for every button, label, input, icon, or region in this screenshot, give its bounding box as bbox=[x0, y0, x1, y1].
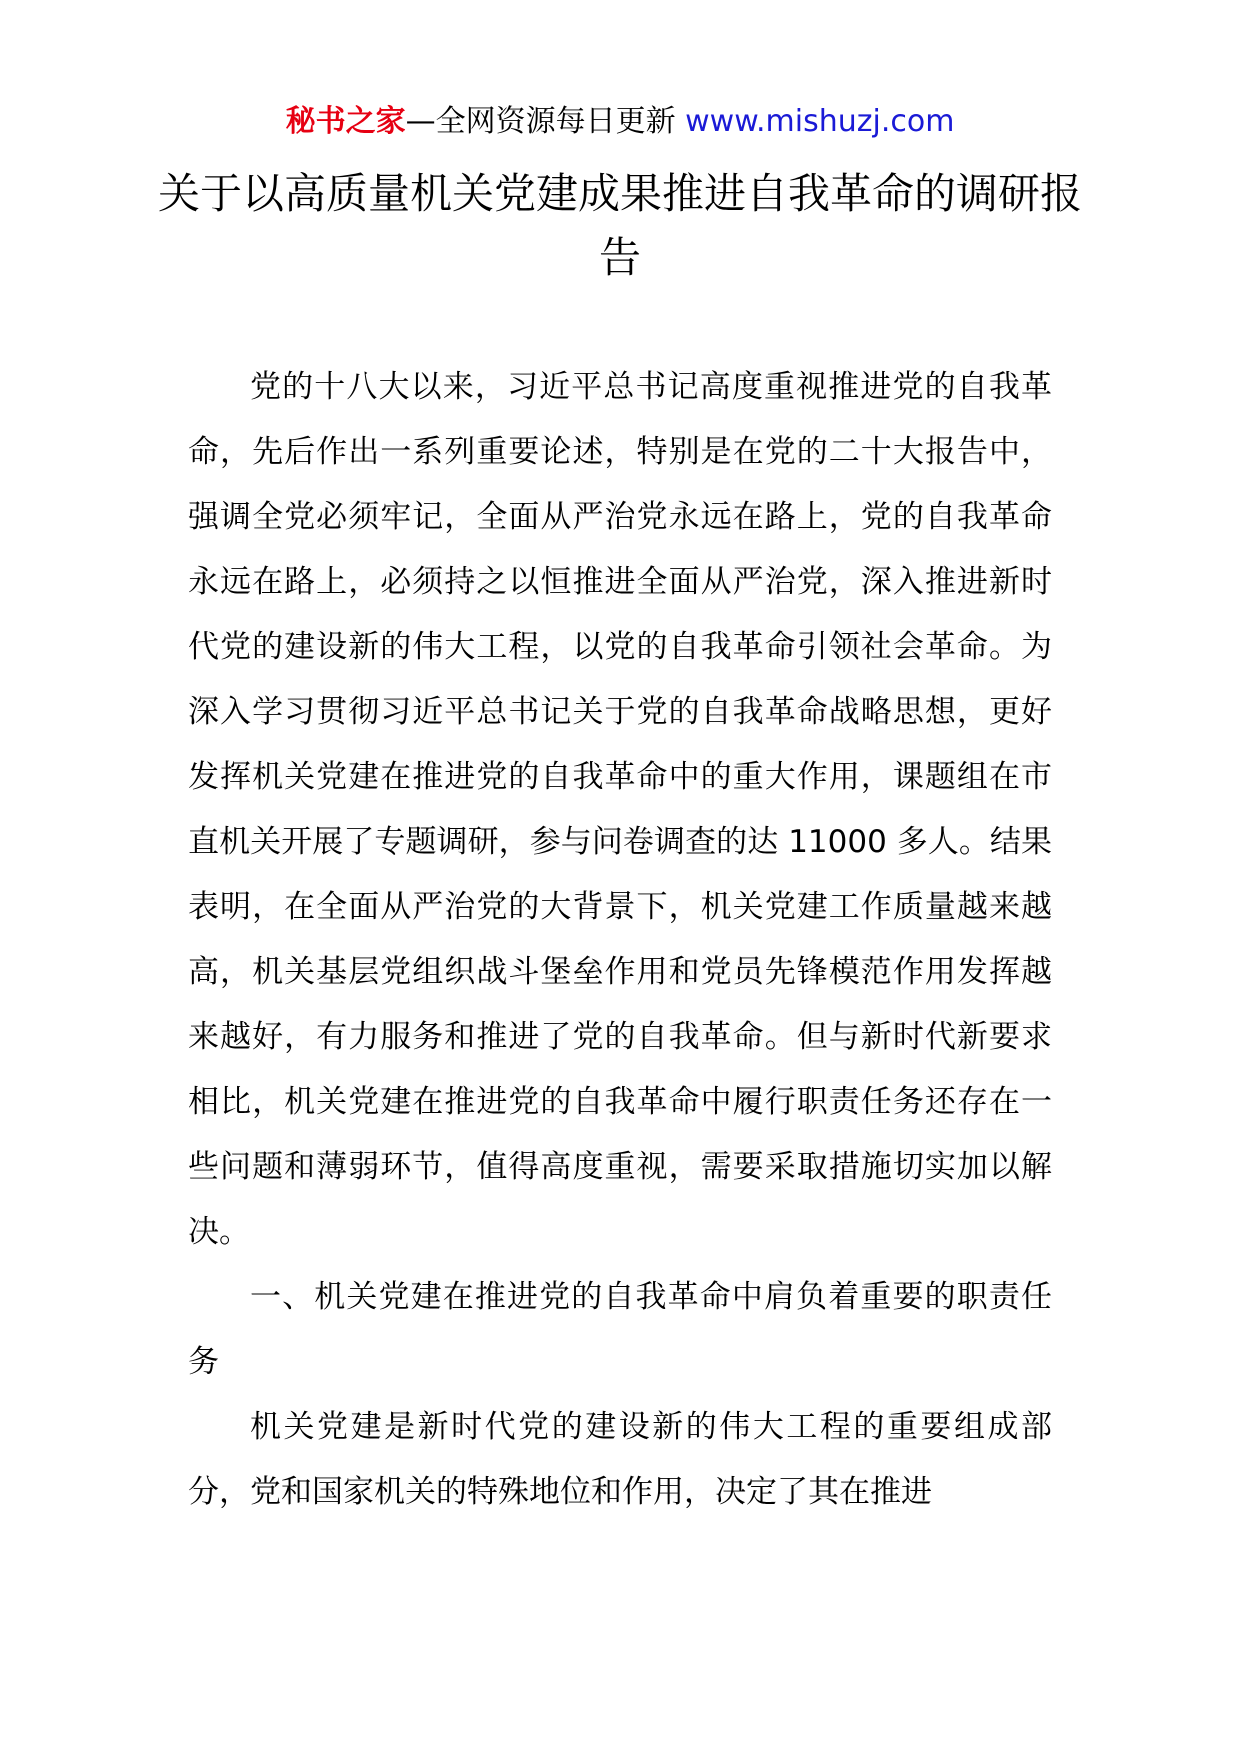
site-tagline: —全网资源每日更新 bbox=[405, 104, 686, 139]
document-title: 关于以高质量机关党建成果推进自我革命的调研报告 bbox=[157, 169, 1082, 282]
site-url-link[interactable]: www.mishuzj.com bbox=[685, 104, 955, 139]
section-heading-1: 一、机关党建在推进党的自我革命中肩负着重要的职责任务 bbox=[188, 1279, 1052, 1380]
section-1-paragraph: 机关党建是新时代党的建设新的伟大工程的重要组成部分，党和国家机关的特殊地位和作用，决定了其在推进 bbox=[188, 1409, 1052, 1510]
document-body bbox=[188, 355, 1052, 1525]
site-header-banner bbox=[0, 100, 1240, 144]
site-brand-name: 秘书之家 bbox=[285, 104, 406, 139]
intro-paragraph: 党的十八大以来，习近平总书记高度重视推进党的自我革命，先后作出一系列重要论述，特别是在党的二十大报告中，强调全党必须牢记，全面从严治党永远在路上，党的自我革命永远在路上，必须持之以恒推进全面从严治党，深入推进新时代党的建设新的伟大工程，以党的自我革命引领社会革命。为深入学习贯彻习近平总书记关于党的自我革命战略思想，更好发挥机关党建在推进党的自我革命中的重大作用，课题组在市直机关开展了专题调研，参与问卷调查的达 11000 多人。结果表明，在全面从严治党的大背景下，机关党建工作质量越来越高，机关基层党组织战斗堡垒作用和党员先锋模范作用发挥越来越好，有力服务和推进了党的自我革命。但与新时代新要求相比，机关党建在推进党的自我革命中履行职责任务还存在一些问题和薄弱环节，值得高度重视，需要采取措施切实加以解决。 bbox=[188, 369, 1052, 1250]
